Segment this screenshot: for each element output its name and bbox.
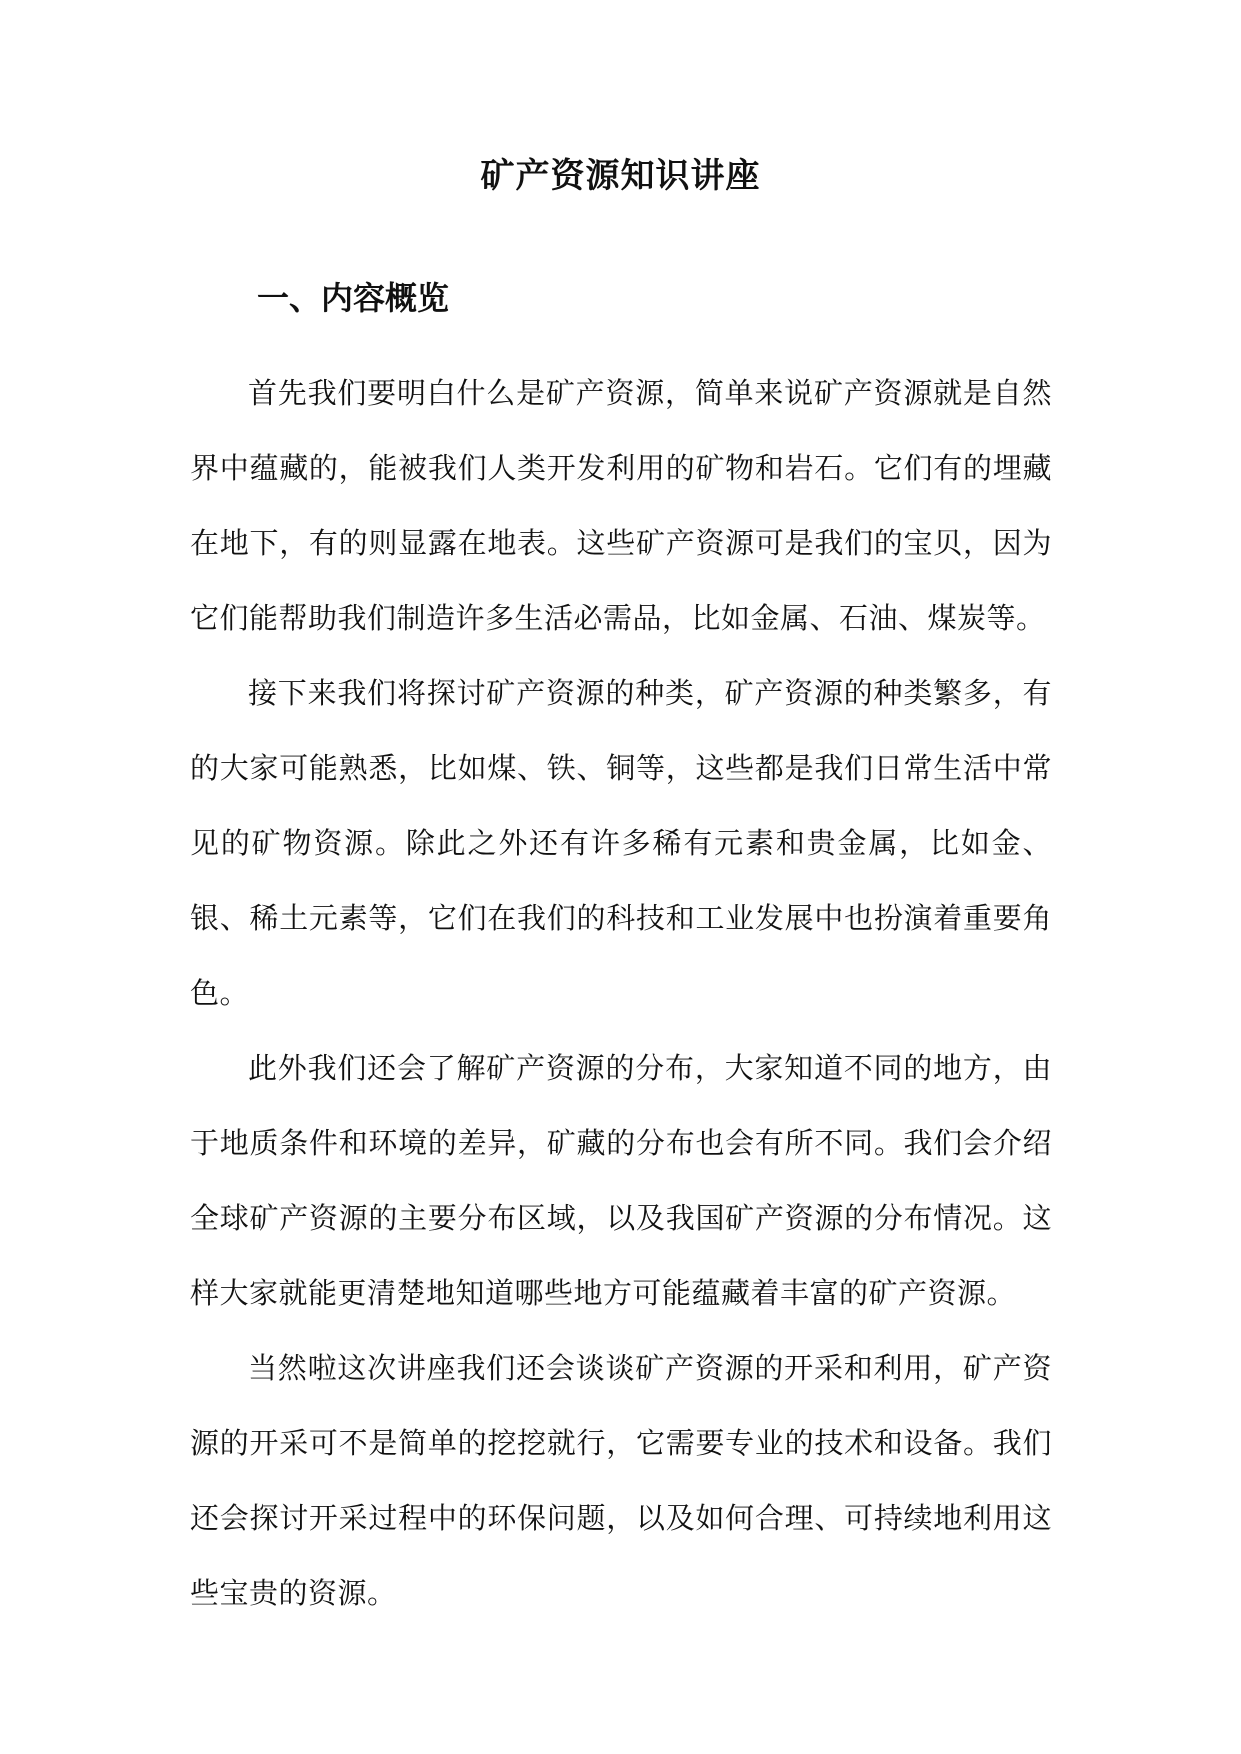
paragraph-1: 首先我们要明白什么是矿产资源，简单来说矿产资源就是自然界中蕴藏的，能被我们人类开发利用的矿物和岩石。它们有的埋藏在地下，有的则显露在地表。这些矿产资源可是我们的宝贝，因为它们能帮助我们制造许多生活必需品，比如金属、石油、煤炭等。	[190, 376, 1052, 635]
paragraph-3: 此外我们还会了解矿产资源的分布，大家知道不同的地方，由于地质条件和环境的差异，矿藏的分布也会有所不同。我们会介绍全球矿产资源的主要分布区域，以及我国矿产资源的分布情况。这样大家就能更清楚地知道哪些地方可能蕴藏着丰富的矿产资源。	[190, 1051, 1052, 1310]
paragraph-4: 当然啦这次讲座我们还会谈谈矿产资源的开采和利用，矿产资源的开采可不是简单的挖挖就行，它需要专业的技术和设备。我们还会探讨开采过程中的环保问题，以及如何合理、可持续地利用这些宝贵的资源。	[190, 1351, 1052, 1610]
paragraph-2: 接下来我们将探讨矿产资源的种类，矿产资源的种类繁多，有的大家可能熟悉，比如煤、铁、铜等，这些都是我们日常生活中常见的矿物资源。除此之外还有许多稀有元素和贵金属，比如金、银、稀土元素等，它们在我们的科技和工业发展中也扮演着重要角色。	[190, 676, 1052, 1010]
document-body	[190, 356, 1052, 1631]
section-heading: 一、内容概览	[257, 279, 450, 317]
document-title: 矿产资源知识讲座	[480, 156, 761, 196]
